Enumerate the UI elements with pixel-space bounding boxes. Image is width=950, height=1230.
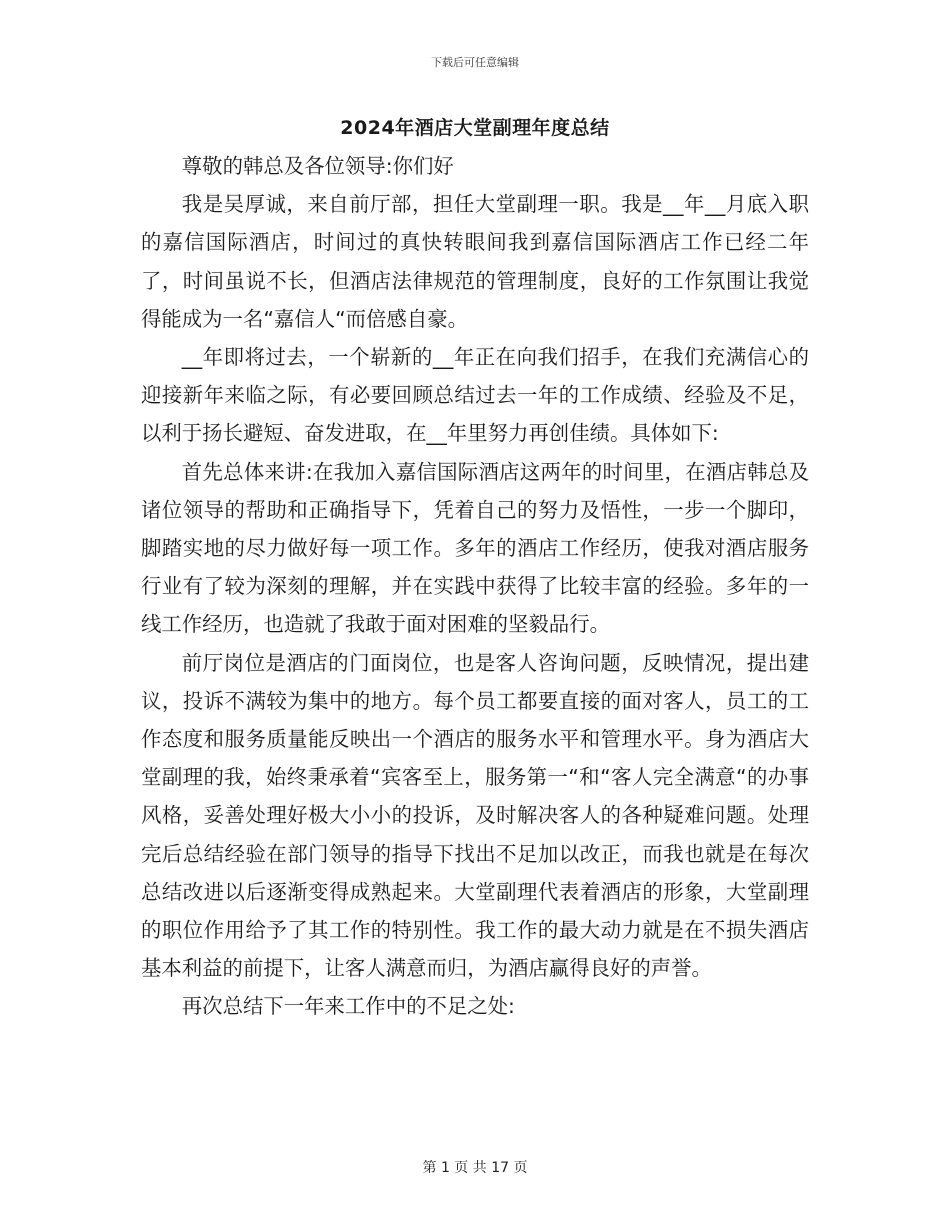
intro-paragraph: 我是吴厚诚，来自前厅部，担任大堂副理一职。我是__年__月底入职的嘉信国际酒店，时间过的真快转眼间我到嘉信国际酒店工作已经二年了，时间虽说不长，但酒店法律规范的管理制度，良好的工作氛围让我觉得能成为一名“嘉信人“而倍感自豪。 bbox=[141, 192, 809, 331]
document-body bbox=[141, 147, 809, 1026]
shortcomings-paragraph: 再次总结下一年来工作中的不足之处: bbox=[181, 994, 515, 1019]
overall-paragraph: 首先总体来讲:在我加入嘉信国际酒店这两年的时间里，在酒店韩总及诸位领导的帮助和正确指导下，凭着自己的努力及悟性，一步一个脚印，脚踏实地的尽力做好每一项工作。多年的酒店工作经历，使我对酒店服务行业有了较为深刻的理解，并在实践中获得了比较丰富的经验。多年的一线工作经历，也造就了我敢于面对困难的坚毅品行。 bbox=[141, 459, 809, 637]
document-title: 2024年酒店大堂副理年度总结 bbox=[340, 117, 610, 139]
header-note: 下载后可任意编辑 bbox=[431, 56, 519, 69]
front-desk-paragraph: 前厅岗位是酒店的门面岗位，也是客人咨询问题，反映情况，提出建议，投诉不满较为集中的地方。每个员工都要直接的面对客人，员工的工作态度和服务质量能反映出一个酒店的服务水平和管理水平。身为酒店大堂副理的我，始终秉承着“宾客至上，服务第一“和“客人完全满意“的办事风格，妥善处理好极大小小的投诉，及时解决客人的各种疑难问题。处理完后总结经验在部门领导的指导下找出不足加以改正，而我也就是在每次总结改进以后逐渐变得成熟起来。大堂副理代表着酒店的形象，大堂副理的职位作用给予了其工作的特别性。我工作的最大动力就是在不损失酒店基本利益的前提下，让客人满意而归，为酒店赢得良好的声誉。 bbox=[141, 650, 809, 981]
review-paragraph: __年即将过去，一个崭新的__年正在向我们招手，在我们充满信心的迎接新年来临之际，有必要回顾总结过去一年的工作成绩、经验及不足，以利于扬长避短、奋发进取，在__年里努力再创佳绩。具体如下: bbox=[141, 345, 809, 446]
salutation-paragraph: 尊敬的韩总及各位领导:你们好 bbox=[181, 154, 454, 178]
page-number: 第 1 页 共 17 页 bbox=[422, 1160, 528, 1176]
